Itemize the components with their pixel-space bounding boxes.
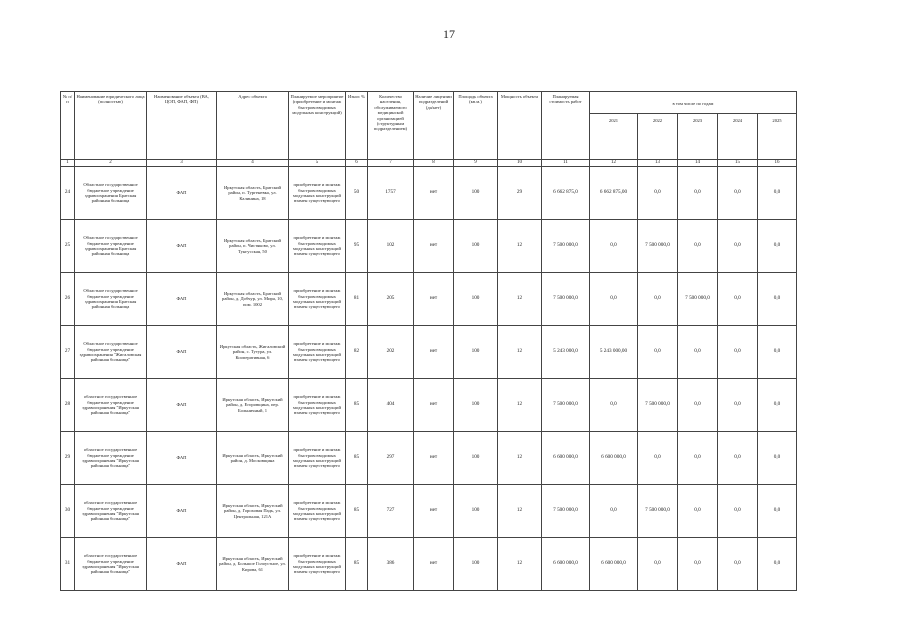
column-number: 3 (147, 160, 217, 167)
row-number-cell: 28 (61, 379, 75, 432)
year-2022-cell: 0,0 (638, 326, 678, 379)
wear-cell: 85 (346, 379, 368, 432)
measure-cell: приобретение и монтаж быстровозводимых модульных конструкций взамен существующего (289, 538, 346, 591)
population-cell: 102 (368, 220, 414, 273)
column-number-row (61, 160, 797, 167)
license-cell: нет (414, 485, 454, 538)
planned-cost-cell: 6 600 000,0 (542, 432, 590, 485)
column-number: 5 (289, 160, 346, 167)
row-number-cell: 26 (61, 273, 75, 326)
column-number: 14 (678, 160, 718, 167)
organization-cell: областное государственное бюджетное учреждение здравоохранения "Иркутская районная больница" (75, 538, 147, 591)
header-no: № п/п (61, 92, 75, 160)
header-wear: Износ % (346, 92, 368, 160)
year-2025-cell: 0,0 (758, 220, 797, 273)
year-2021-cell: 5 243 000,00 (590, 326, 638, 379)
table-row (61, 432, 797, 485)
row-number-cell: 31 (61, 538, 75, 591)
table-row (61, 326, 797, 379)
row-number-cell: 24 (61, 167, 75, 220)
table-row (61, 220, 797, 273)
header-object-name: Наименование объекта (ВА, ЦОП, ФАП, ФП) (147, 92, 217, 160)
address-cell: Иркутская область, Братский район, п. Чистяково, ул. Тунгусская, 50 (217, 220, 289, 273)
header-year: 2024 (718, 114, 758, 160)
capacity-cell: 29 (498, 167, 542, 220)
year-2024-cell: 0,0 (718, 432, 758, 485)
year-2022-cell: 0,0 (638, 273, 678, 326)
organization-cell: Областное государственное бюджетное учреждение здравоохранения Братская районная больница (75, 220, 147, 273)
column-number: 12 (590, 160, 638, 167)
year-2024-cell: 0,0 (718, 220, 758, 273)
planned-cost-cell: 7 500 000,0 (542, 379, 590, 432)
object-type-cell: ФАП (147, 220, 217, 273)
object-type-cell: ФАП (147, 273, 217, 326)
population-cell: 727 (368, 485, 414, 538)
year-2023-cell: 0,0 (678, 538, 718, 591)
year-2025-cell: 0,0 (758, 326, 797, 379)
capacity-cell: 12 (498, 326, 542, 379)
year-2022-cell: 7 500 000,0 (638, 220, 678, 273)
header-year: 2023 (678, 114, 718, 160)
year-2024-cell: 0,0 (718, 167, 758, 220)
object-type-cell: ФАП (147, 538, 217, 591)
header-year: 2021 (590, 114, 638, 160)
license-cell: нет (414, 379, 454, 432)
measure-cell: приобретение и монтаж быстровозводимых модульных конструкций взамен существующего (289, 273, 346, 326)
area-cell: 100 (454, 273, 498, 326)
year-2023-cell: 0,0 (678, 432, 718, 485)
year-2021-cell: 0,0 (590, 220, 638, 273)
license-cell: нет (414, 167, 454, 220)
header-license: Наличие лицензии подразделений (да/нет) (414, 92, 454, 160)
year-2025-cell: 0,0 (758, 538, 797, 591)
license-cell: нет (414, 326, 454, 379)
table-row (61, 167, 797, 220)
column-number: 9 (454, 160, 498, 167)
planned-cost-cell: 7 500 000,0 (542, 220, 590, 273)
license-cell: нет (414, 273, 454, 326)
column-number: 7 (368, 160, 414, 167)
year-2023-cell: 7 500 000,0 (678, 273, 718, 326)
header-capacity: Мощность объекта (498, 92, 542, 160)
year-2024-cell: 0,0 (718, 326, 758, 379)
year-2023-cell: 0,0 (678, 167, 718, 220)
population-cell: 297 (368, 432, 414, 485)
year-2023-cell: 0,0 (678, 485, 718, 538)
year-2022-cell: 0,0 (638, 538, 678, 591)
column-number: 11 (542, 160, 590, 167)
organization-cell: областное государственное бюджетное учреждение здравоохранения "Иркутская районная больница" (75, 432, 147, 485)
planned-cost-cell: 7 500 000,0 (542, 273, 590, 326)
year-2022-cell: 7 500 000,0 (638, 485, 678, 538)
planned-cost-cell: 6 600 000,0 (542, 538, 590, 591)
year-2022-cell: 0,0 (638, 167, 678, 220)
object-type-cell: ФАП (147, 485, 217, 538)
header-planned-cost: Планируемая стоимость работ (542, 92, 590, 160)
capacity-cell: 12 (498, 273, 542, 326)
table-row (61, 379, 797, 432)
measure-cell: приобретение и монтаж быстровозводимых модульных конструкций взамен существующего (289, 220, 346, 273)
year-2022-cell: 7 500 000,0 (638, 379, 678, 432)
column-number: 2 (75, 160, 147, 167)
row-number-cell: 27 (61, 326, 75, 379)
address-cell: Иркутская область, Жигаловский район, с. Тутура, ул. Кооперативная, 6 (217, 326, 289, 379)
planned-cost-cell: 6 662 875,0 (542, 167, 590, 220)
year-2025-cell: 0,0 (758, 432, 797, 485)
object-type-cell: ФАП (147, 379, 217, 432)
header-area: Площадь объекта (кв.м.) (454, 92, 498, 160)
capacity-cell: 12 (498, 538, 542, 591)
wear-cell: 82 (346, 326, 368, 379)
address-cell: Иркутская область, Иркутский район, д. Егоровщина, пер. Больничный, 1 (217, 379, 289, 432)
column-number: 10 (498, 160, 542, 167)
header-address: Адрес объекта (217, 92, 289, 160)
area-cell: 100 (454, 538, 498, 591)
table-row (61, 485, 797, 538)
population-cell: 1757 (368, 167, 414, 220)
wear-cell: 85 (346, 485, 368, 538)
population-cell: 202 (368, 326, 414, 379)
organization-cell: областное государственное бюджетное учреждение здравоохранения "Иркутская районная больница" (75, 379, 147, 432)
organization-cell: Областное государственное бюджетное учреждение здравоохранения Братская районная больница (75, 167, 147, 220)
license-cell: нет (414, 538, 454, 591)
header-year: 2022 (638, 114, 678, 160)
address-cell: Иркутская область, Иркутский район, д. Гороховая Падь, ул. Центральная, 121А (217, 485, 289, 538)
year-2023-cell: 0,0 (678, 220, 718, 273)
area-cell: 100 (454, 220, 498, 273)
address-cell: Иркутская область, Иркутский район, д. Большое Голоустное, ул. Кирова, 61 (217, 538, 289, 591)
area-cell: 100 (454, 326, 498, 379)
column-number: 4 (217, 160, 289, 167)
year-2021-cell: 6 600 000,0 (590, 538, 638, 591)
wear-cell: 85 (346, 432, 368, 485)
year-2024-cell: 0,0 (718, 485, 758, 538)
area-cell: 100 (454, 432, 498, 485)
wear-cell: 95 (346, 220, 368, 273)
population-cell: 205 (368, 273, 414, 326)
measure-cell: приобретение и монтаж быстровозводимых модульных конструкций взамен существующего (289, 485, 346, 538)
capacity-cell: 12 (498, 485, 542, 538)
area-cell: 100 (454, 167, 498, 220)
row-number-cell: 29 (61, 432, 75, 485)
wear-cell: 50 (346, 167, 368, 220)
year-2021-cell: 0,0 (590, 379, 638, 432)
row-number-cell: 30 (61, 485, 75, 538)
column-number: 15 (718, 160, 758, 167)
year-2022-cell: 0,0 (638, 432, 678, 485)
planned-cost-cell: 7 500 000,0 (542, 485, 590, 538)
wear-cell: 85 (346, 538, 368, 591)
year-2023-cell: 0,0 (678, 326, 718, 379)
header-by-years: в том числе по годам (590, 92, 797, 114)
measure-cell: приобретение и монтаж быстровозводимых модульных конструкций взамен существующего (289, 326, 346, 379)
header-org: Наименование юридического лица (полностью) (75, 92, 147, 160)
capacity-cell: 12 (498, 432, 542, 485)
year-2025-cell: 0,0 (758, 485, 797, 538)
measure-cell: приобретение и монтаж быстровозводимых модульных конструкций взамен существующего (289, 432, 346, 485)
row-number-cell: 25 (61, 220, 75, 273)
column-number: 13 (638, 160, 678, 167)
year-2021-cell: 6 600 000,0 (590, 432, 638, 485)
wear-cell: 81 (346, 273, 368, 326)
object-type-cell: ФАП (147, 432, 217, 485)
year-2025-cell: 0,0 (758, 273, 797, 326)
column-number: 6 (346, 160, 368, 167)
organization-cell: областное государственное бюджетное учреждение здравоохранения "Иркутская районная больница" (75, 485, 147, 538)
measure-cell: приобретение и монтаж быстровозводимых модульных конструкций взамен существующего (289, 379, 346, 432)
area-cell: 100 (454, 485, 498, 538)
page-number: 17 (443, 27, 455, 41)
column-number: 8 (414, 160, 454, 167)
year-2021-cell: 0,0 (590, 485, 638, 538)
header-population: Количество населения, обслуживаемого медицинской организацией (структурным подразделением) (368, 92, 414, 160)
year-2023-cell: 0,0 (678, 379, 718, 432)
planned-cost-cell: 5 243 000,0 (542, 326, 590, 379)
object-type-cell: ФАП (147, 167, 217, 220)
license-cell: нет (414, 220, 454, 273)
year-2025-cell: 0,0 (758, 379, 797, 432)
address-cell: Иркутская область, Иркутский район, д. Московщина (217, 432, 289, 485)
year-2025-cell: 0,0 (758, 167, 797, 220)
organization-cell: Областное государственное бюджетное учреждение здравоохранения "Жигаловская районная больница" (75, 326, 147, 379)
capacity-cell: 12 (498, 379, 542, 432)
column-number: 16 (758, 160, 797, 167)
objects-table (60, 91, 797, 591)
year-2024-cell: 0,0 (718, 379, 758, 432)
population-cell: 386 (368, 538, 414, 591)
address-cell: Иркутская область, Братский район, д. Добчур, ул. Мира, 10, пом. 1002 (217, 273, 289, 326)
address-cell: Иркутская область, Братский район, п. Тургеневка, ул. Калинина, 18 (217, 167, 289, 220)
license-cell: нет (414, 432, 454, 485)
table-row (61, 538, 797, 591)
population-cell: 404 (368, 379, 414, 432)
area-cell: 100 (454, 379, 498, 432)
header-measure: Планируемое мероприятие (приобретение и монтаж быстровозводимых модульных конструкций) (289, 92, 346, 160)
year-2024-cell: 0,0 (718, 538, 758, 591)
measure-cell: приобретение и монтаж быстровозводимых модульных конструкций взамен существующего (289, 167, 346, 220)
table-row (61, 273, 797, 326)
organization-cell: Областное государственное бюджетное учреждение здравоохранения Братская районная больница (75, 273, 147, 326)
year-2021-cell: 6 662 875,00 (590, 167, 638, 220)
year-2024-cell: 0,0 (718, 273, 758, 326)
year-2021-cell: 0,0 (590, 273, 638, 326)
header-year: 2025 (758, 114, 797, 160)
capacity-cell: 12 (498, 220, 542, 273)
object-type-cell: ФАП (147, 326, 217, 379)
column-number: 1 (61, 160, 75, 167)
